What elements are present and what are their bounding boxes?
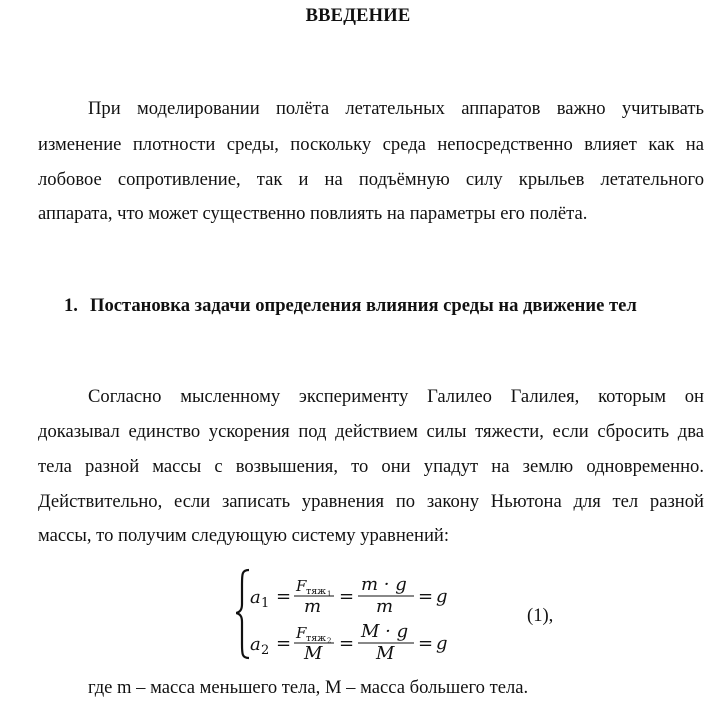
eq2-frac2-den: M bbox=[376, 643, 395, 664]
eq2-frac1-den: M bbox=[304, 643, 323, 664]
eq1-frac2-den: m bbox=[376, 596, 394, 617]
equation-svg bbox=[236, 564, 476, 664]
paragraph-line: лобовое сопротивление, так и на подъёмную силу крыльев летательного bbox=[38, 169, 704, 190]
section-heading bbox=[64, 295, 704, 317]
paragraph-line: тела разной массы с возвышения, то они упадут на землю одновременно. bbox=[38, 456, 704, 477]
eq1-lhs-sub: 1 bbox=[261, 596, 270, 611]
equation-explanation: где m – масса меньшего тела, M – масса большего тела. bbox=[88, 677, 529, 698]
eq2-lhs: a bbox=[250, 634, 261, 655]
paragraph-line: изменение плотности среды, поскольку среда непосредственно влияет как на bbox=[38, 134, 704, 155]
eq1-result: g bbox=[436, 586, 448, 607]
eq1-force: F bbox=[296, 577, 307, 595]
eq2-frac2-num: M · g bbox=[361, 621, 409, 642]
equation-row-2 bbox=[250, 621, 448, 664]
paragraph-line: Действительно, если записать уравнения по закону Ньютона для тел разной bbox=[38, 491, 704, 512]
eq2-result: g bbox=[436, 633, 448, 654]
section-title: Постановка задачи определения влияния среды на движение тел bbox=[90, 295, 637, 316]
eq1-eq-b: = bbox=[339, 586, 355, 607]
eq1-lhs: a bbox=[250, 587, 261, 608]
eq1-eq-a: = bbox=[276, 586, 292, 607]
paragraph-line: массы, то получим следующую систему уравнений: bbox=[38, 525, 450, 546]
eq2-lhs-sub: 2 bbox=[261, 643, 270, 658]
equation-system bbox=[236, 564, 476, 664]
eq1-force-sub: тяж bbox=[306, 586, 326, 597]
left-brace bbox=[236, 570, 249, 658]
eq2-eq-c: = bbox=[418, 633, 434, 654]
section-number: 1. bbox=[64, 295, 78, 316]
document-title: ВВЕДЕНИЕ bbox=[305, 6, 411, 26]
paragraph-line: доказывал единство ускорения под действием силы тяжести, если сбросить два bbox=[38, 421, 704, 442]
paragraph-line: Согласно мысленному эксперименту Галилео Галилея, которым он bbox=[88, 386, 704, 407]
equation-row-1 bbox=[250, 574, 448, 617]
eq2-eq-a: = bbox=[276, 633, 292, 654]
eq2-force-sub: тяж bbox=[306, 633, 326, 644]
eq1-frac1-den: m bbox=[304, 596, 322, 617]
equation-number: (1), bbox=[527, 605, 554, 626]
paragraph-line: аппарата, что может существенно повлиять на параметры его полёта. bbox=[38, 203, 588, 224]
eq2-force-sub-index: 2 bbox=[327, 637, 332, 645]
eq2-eq-b: = bbox=[339, 633, 355, 654]
paragraph-line: При моделировании полёта летательных аппаратов важно учитывать bbox=[88, 98, 704, 119]
eq1-eq-c: = bbox=[418, 586, 434, 607]
eq1-force-sub-index: 1 bbox=[327, 590, 332, 598]
eq1-frac2-num: m · g bbox=[361, 574, 407, 595]
eq2-force: F bbox=[296, 624, 307, 642]
